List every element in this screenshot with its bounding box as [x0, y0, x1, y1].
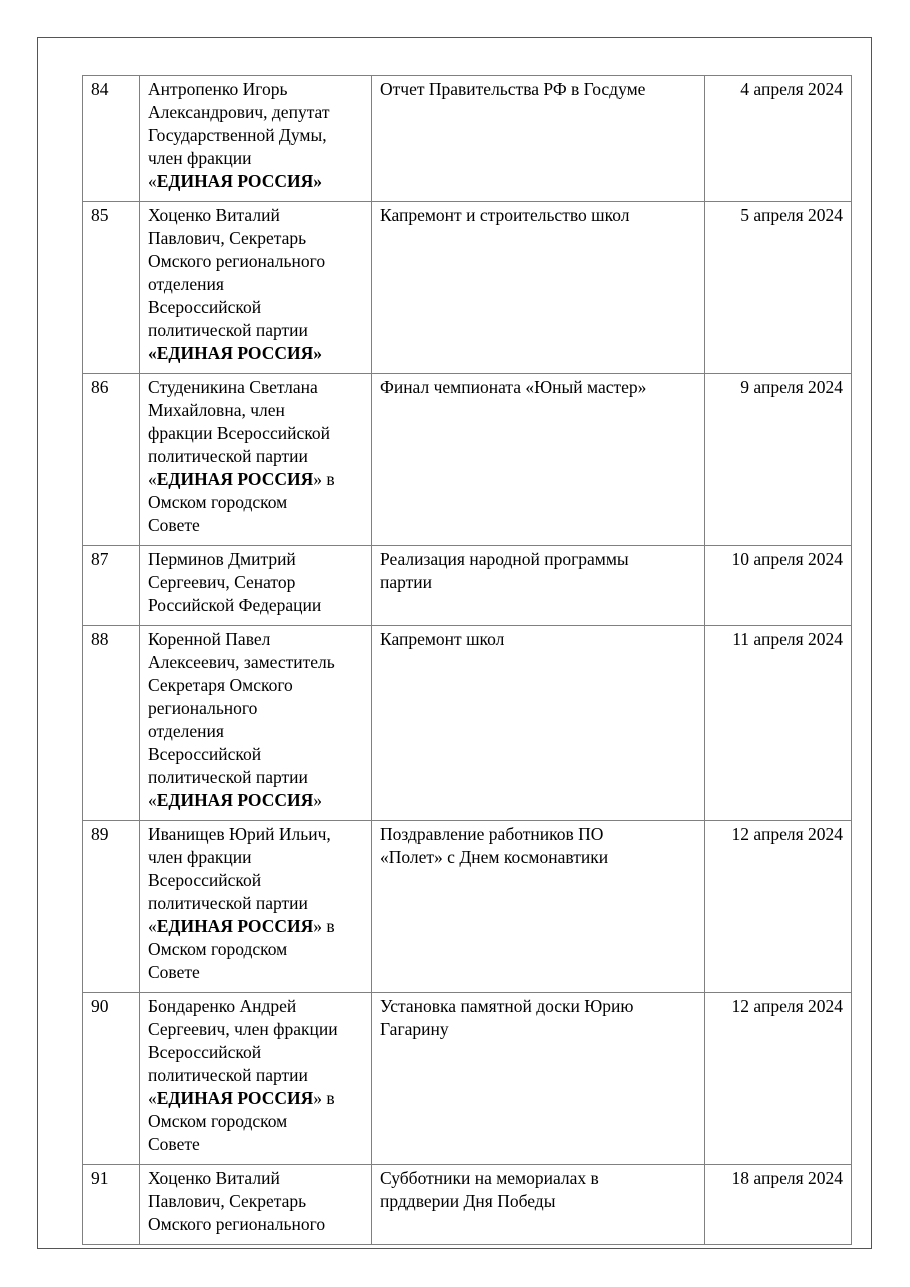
party-open-quote: «: [148, 469, 157, 489]
party-open-quote: «: [148, 790, 157, 810]
party-name: ЕДИНАЯ РОССИЯ: [156, 1088, 314, 1108]
table-row: [83, 626, 852, 821]
date-cell: 4 апреля 2024: [705, 76, 852, 202]
event-cell: Капремонт и строительство школ: [372, 202, 705, 374]
date-cell: 10 апреля 2024: [705, 546, 852, 626]
row-number: 85: [83, 202, 140, 374]
party-name: ЕДИНАЯ РОССИЯ: [156, 790, 314, 810]
participant-name: Хоценко Виталий Павлович, Секретарь Омского регионального: [148, 1168, 326, 1234]
event-cell: Субботники на мемориалах в прддверии Дня Победы: [372, 1165, 705, 1245]
participant-cell: [140, 993, 372, 1165]
row-number: 89: [83, 821, 140, 993]
table-row: [83, 546, 852, 626]
row-number: 84: [83, 76, 140, 202]
party-name: ЕДИНАЯ РОССИЯ»: [156, 171, 323, 191]
party-name: ЕДИНАЯ РОССИЯ: [156, 916, 314, 936]
table-row: [83, 202, 852, 374]
row-number: 87: [83, 546, 140, 626]
row-number: 91: [83, 1165, 140, 1245]
participant-name: Антропенко Игорь Александрович, депутат Государственной Думы, член фракции: [148, 79, 330, 168]
event-cell: Установка памятной доски Юрию Гагарину: [372, 993, 705, 1165]
participant-name: Коренной Павел Алексеевич, заместитель Секретаря Омского регионального отделения Всероссийской политической партии: [148, 629, 335, 787]
participant-name: Бондаренко Андрей Сергеевич, член фракции Всероссийской политической партии: [148, 996, 338, 1085]
table-row: [83, 821, 852, 993]
participant-name: Иванищев Юрий Ильич, член фракции Всероссийской политической партии: [148, 824, 331, 913]
party-tail: » в Омском городском Совете: [148, 1088, 335, 1154]
table-row: [83, 76, 852, 202]
date-cell: 5 апреля 2024: [705, 202, 852, 374]
table-row: [83, 1165, 852, 1245]
event-cell: Поздравление работников ПО «Полет» с Днем космонавтики: [372, 821, 705, 993]
participant-cell: [140, 374, 372, 546]
participant-cell: [140, 1165, 372, 1245]
party-open-quote: «: [148, 1088, 157, 1108]
participant-cell: [140, 76, 372, 202]
date-cell: 18 апреля 2024: [705, 1165, 852, 1245]
table-row: [83, 993, 852, 1165]
row-number: 86: [83, 374, 140, 546]
participant-cell: [140, 821, 372, 993]
party-tail: » в Омском городском Совете: [148, 916, 335, 982]
participant-cell: [140, 546, 372, 626]
event-cell: Реализация народной программы партии: [372, 546, 705, 626]
participant-cell: [140, 626, 372, 821]
party-name: ЕДИНАЯ РОССИЯ: [156, 469, 314, 489]
event-cell: Капремонт школ: [372, 626, 705, 821]
date-cell: 12 апреля 2024: [705, 993, 852, 1165]
row-number: 88: [83, 626, 140, 821]
date-cell: 12 апреля 2024: [705, 821, 852, 993]
party-tail: »: [313, 790, 323, 810]
participant-name: Студеникина Светлана Михайловна, член фракции Всероссийской политической партии: [148, 377, 330, 466]
party-tail: » в Омском городском Совете: [148, 469, 335, 535]
participant-cell: [140, 202, 372, 374]
party-open-quote: «: [148, 916, 157, 936]
date-cell: 9 апреля 2024: [705, 374, 852, 546]
event-cell: Финал чемпионата «Юный мастер»: [372, 374, 705, 546]
table-row: [83, 374, 852, 546]
participant-name: Перминов Дмитрий Сергеевич, Сенатор Российской Федерации: [148, 549, 322, 615]
participant-name: Хоценко Виталий Павлович, Секретарь Омского регионального отделения Всероссийской политической партии: [148, 205, 326, 340]
records-table: [82, 75, 852, 1245]
row-number: 90: [83, 993, 140, 1165]
party-name: «ЕДИНАЯ РОССИЯ»: [148, 343, 323, 363]
date-cell: 11 апреля 2024: [705, 626, 852, 821]
party-open-quote: «: [148, 171, 157, 191]
event-cell: Отчет Правительства РФ в Госдуме: [372, 76, 705, 202]
